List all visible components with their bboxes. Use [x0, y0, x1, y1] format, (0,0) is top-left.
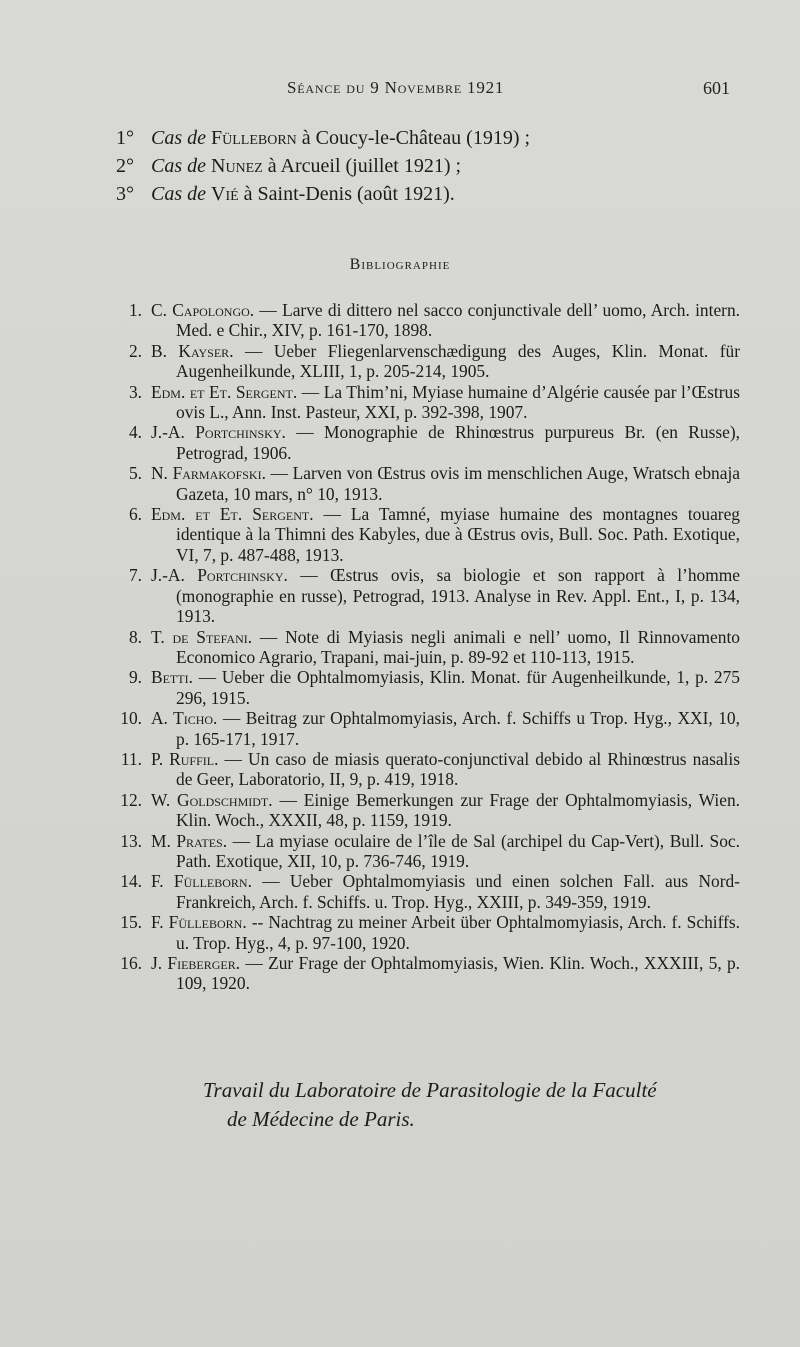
reference-author: J. Fieberger.: [151, 953, 241, 973]
reference-item: [110, 627, 740, 668]
case-item: [116, 152, 716, 180]
reference-author: Edm. et Et. Sergent.: [151, 504, 314, 525]
case-item: [116, 124, 716, 152]
reference-author: T. de Stefani.: [151, 626, 253, 647]
reference-number: 13.: [120, 830, 142, 851]
reference-author: C. Capolongo.: [151, 300, 255, 320]
reference-number: 8.: [128, 626, 142, 647]
reference-item: [110, 565, 740, 626]
reference-number: 15.: [120, 912, 142, 933]
reference-number: 5.: [128, 463, 142, 484]
reference-number: 16.: [120, 953, 142, 973]
reference-item: [110, 831, 740, 872]
reference-number: 10.: [120, 708, 142, 729]
reference-author: F. Fülleborn.: [151, 912, 247, 933]
footer-note: [203, 1076, 763, 1134]
reference-item: [110, 708, 740, 749]
reference-text: — Œstrus ovis, sa biologie et son rapport à l’homme (monographie en russe), Petrograd, 1913. Analyse in Rev. Appl. Ent., I, p. 134, 1913.: [176, 565, 740, 627]
reference-text: — La Tamné, myiase humaine des montagnes touareg identique à la Thimni des Kabyles, due à Œstrus ovis, Bull. Soc. Path. Exotique, VI, 7, p. 487-488, 1913.: [176, 504, 740, 565]
reference-item: [110, 341, 740, 382]
bibliography-list: [110, 300, 740, 994]
footer-line: de Médecine de Paris.: [227, 1107, 415, 1131]
case-number: 3°: [116, 183, 134, 205]
reference-author: Betti.: [151, 667, 193, 688]
reference-text: — La myiase oculaire de l’île de Sal (archipel du Cap-Vert), Bull. Soc. Path. Exotique, XII, 10, p. 736-746, 1919.: [176, 830, 740, 871]
reference-text: — Larven von Œstrus ovis im menschlichen Auge, Wratsch ebnaja Gazeta, 10 mars, n° 10, 1913.: [176, 463, 740, 504]
case-name: Fülleborn: [211, 127, 297, 149]
reference-number: 12.: [120, 789, 142, 810]
reference-item: [110, 382, 740, 423]
reference-text: — Ueber die Ophtalmomyiasis, Klin. Monat. für Augenheilkunde, 1, p. 275 296, 1915.: [176, 667, 740, 708]
reference-item: [110, 300, 740, 341]
reference-item: [110, 504, 740, 565]
reference-author: P. Ruffil.: [151, 748, 219, 769]
reference-text: -- Nachtrag zu meiner Arbeit über Ophtalmomyiasis, Arch. f. Schiffs. u. Trop. Hyg., 4, p. 97-100, 1920.: [176, 912, 740, 953]
case-number: 1°: [116, 127, 134, 149]
reference-item: [110, 463, 740, 504]
reference-author: F. Fülleborn.: [151, 871, 252, 892]
reference-author: J.-A. Portchinsky.: [151, 565, 288, 586]
reference-number: 2.: [128, 340, 142, 361]
reference-author: N. Farmakofski.: [151, 463, 266, 484]
case-name: Nunez: [211, 155, 263, 177]
case-number: 2°: [116, 155, 134, 177]
case-list: [116, 124, 716, 208]
reference-number: 7.: [128, 565, 142, 586]
reference-item: [110, 790, 740, 831]
reference-author: Edm. et Et. Sergent.: [151, 381, 298, 402]
reference-number: 11.: [120, 748, 142, 769]
reference-text: — Ueber Ophtalmomyiasis und einen solchen Fall. aus Nord-Frankreich, Arch. f. Schiffs. u. Trop. Hyg., XXIII, p. 349-359, 1919.: [176, 871, 740, 912]
reference-item: [110, 422, 740, 463]
case-detail: à Saint-Denis (août 1921).: [243, 183, 455, 205]
section-title: Bibliographie: [349, 256, 451, 273]
reference-text: — Un caso de miasis querato-conjunctival debido al Rhinœstrus nasalis de Geer, Laboratorio, II, 9, p. 419, 1918.: [176, 748, 740, 790]
page-header: [0, 78, 800, 102]
case-prefix: Cas de: [151, 183, 206, 205]
reference-number: 14.: [120, 871, 142, 892]
case-detail: à Arcueil (juillet 1921) ;: [267, 155, 462, 177]
reference-author: W. Goldschmidt.: [151, 789, 273, 810]
reference-item: [110, 912, 740, 953]
case-prefix: Cas de: [151, 155, 206, 177]
reference-item: [110, 871, 740, 912]
reference-item: [110, 749, 740, 790]
reference-item: [110, 953, 740, 994]
case-item: [116, 180, 716, 208]
reference-author: A. Ticho.: [151, 708, 218, 729]
case-detail: à Coucy-le-Château (1919) ;: [301, 127, 531, 149]
reference-text: — La Thim’ni, Myiase humaine d’Algérie causée par l’Œstrus ovis L., Ann. Inst. Pasteur, XXI, p. 392-398, 1907.: [176, 381, 740, 423]
reference-text: — Note di Myiasis negli animali e nell’ uomo, Il Rinnovamento Economico Agrario, Trapani, mai-juin, p. 89-92 et 110-113, 1915.: [176, 626, 740, 667]
reference-number: 4.: [128, 422, 142, 443]
reference-text: — Larve di dittero nel sacco conjunctivale dell’ uomo, Arch. intern. Med. e Chir., XIV, p. 161-170, 1898.: [176, 300, 740, 341]
reference-number: 3.: [128, 381, 142, 402]
reference-author: B. Kayser.: [151, 340, 234, 361]
reference-text: — Ueber Fliegenlarvenschædigung des Auges, Klin. Monat. für Augenheilkunde, XLIII, 1, p. 205-214, 1905.: [176, 340, 740, 382]
case-name: Vié: [211, 183, 239, 205]
reference-number: 6.: [128, 504, 142, 525]
reference-text: — Monographie de Rhinœstrus purpureus Br. (en Russe), Petrograd, 1906.: [176, 422, 740, 463]
reference-author: M. Prates.: [151, 830, 228, 851]
reference-text: — Einige Bemerkungen zur Frage der Ophtalmomyiasis, Wien. Klin. Woch., XXXII, 48, p. 1159, 1919.: [176, 789, 740, 831]
reference-number: 1.: [128, 300, 142, 320]
reference-number: 9.: [128, 667, 142, 688]
reference-text: — Beitrag zur Ophtalmomyiasis, Arch. f. Schiffs u Trop. Hyg., XXI, 10, p. 165-171, 1917.: [176, 708, 740, 749]
reference-item: [110, 667, 740, 708]
running-title: Séance du 9 Novembre 1921: [287, 78, 505, 97]
case-prefix: Cas de: [151, 127, 206, 149]
footer-line: Travail du Laboratoire de Parasitologie de la Faculté: [203, 1078, 657, 1102]
reference-author: J.-A. Portchinsky.: [151, 422, 286, 443]
page-number: 601: [703, 78, 730, 98]
reference-text: — Zur Frage der Ophtalmomyiasis, Wien. Klin. Woch., XXXIII, 5, p. 109, 1920.: [176, 953, 741, 994]
